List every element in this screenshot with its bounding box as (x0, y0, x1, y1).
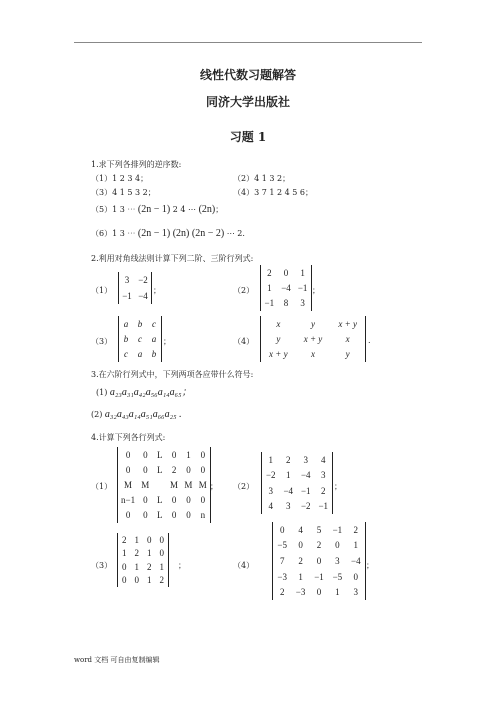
matrix-entry: 0 (147, 534, 152, 545)
q4-det-4 (272, 522, 366, 600)
q1-p6-a: （6）1 3 ⋯ (91, 229, 138, 238)
q2-label-3: （3） (91, 337, 113, 346)
q1-p6 (91, 229, 245, 239)
matrix-entry: 1 (268, 454, 273, 465)
matrix-entry: 0 (298, 540, 303, 551)
matrix-entry: 3 (300, 298, 305, 309)
matrix-entry: 0 (316, 587, 322, 598)
matrix-entry: 4 (268, 501, 273, 512)
matrix-entry: 0 (335, 540, 340, 551)
q4-det-1 (117, 447, 211, 523)
matrix-entry: 0 (143, 464, 148, 475)
matrix-entry: 0 (200, 449, 206, 460)
matrix-entry: 4 (298, 524, 303, 535)
matrix-entry: 2 (279, 587, 285, 598)
matrix-entry: −1 (314, 571, 324, 582)
matrix-entry: −1 (264, 298, 275, 309)
matrix-entry: −1 (332, 524, 343, 535)
q1-p6-c: (2n) (170, 228, 190, 239)
matrix-entry: x (345, 333, 350, 344)
q2-det-4 (260, 316, 366, 362)
matrix-entry: −4 (351, 555, 361, 566)
matrix-entry: −4 (281, 282, 291, 293)
matrix-entry: c (152, 318, 156, 329)
q2-label-2: （2） (233, 286, 255, 295)
matrix-entry: M (170, 479, 179, 490)
q1-stem: 1.求下列各排列的逆序数: (91, 160, 182, 169)
matrix-entry: −4 (283, 485, 294, 496)
matrix-entry: 0 (159, 548, 164, 559)
q4-sep-1: ； (210, 482, 218, 491)
matrix-entry: 0 (125, 449, 131, 460)
doc-title: 线性代数习题解答 (199, 68, 296, 82)
matrix-entry: 1 (186, 449, 191, 460)
matrix-entry: −4 (300, 470, 311, 481)
q1-p4: （4）3 7 1 2 4 5 6； (233, 188, 313, 197)
matrix-entry: −5 (277, 540, 287, 551)
q1-p1: （1）1 2 3 4； (91, 174, 149, 183)
q1-p2: （2）4 1 3 2； (233, 174, 291, 183)
matrix-entry: y (310, 318, 315, 329)
section-title: 习题 1 (229, 130, 267, 144)
matrix-entry: 1 (147, 548, 152, 559)
matrix-entry: −2 (138, 275, 148, 285)
matrix-entry: 0 (125, 464, 131, 475)
matrix-entry: b (151, 349, 157, 360)
matrix-entry: 1 (286, 470, 291, 481)
q2-det-2 (260, 265, 312, 311)
header-rule (74, 42, 422, 43)
q2-sep-1: ； (153, 286, 161, 295)
matrix-entry: −2 (300, 501, 311, 512)
matrix-entry: 2 (267, 267, 272, 278)
matrix-entry: −1 (297, 282, 308, 293)
matrix-entry: 0 (171, 510, 177, 521)
matrix-entry: 0 (122, 575, 127, 586)
matrix-entry: 2 (134, 548, 139, 559)
q4-det-3 (117, 533, 169, 587)
matrix-entry: c (124, 349, 128, 360)
matrix-entry: 3 (303, 454, 308, 465)
matrix-entry: 3 (321, 470, 326, 481)
q1-p6-b: (2n − 1) (137, 228, 171, 239)
matrix-entry: 1 (159, 561, 164, 572)
matrix-entry: 1 (298, 571, 303, 582)
q2-label-1: （1） (91, 286, 113, 295)
q3-term-2-expr: a₃₂a₄₃a₁₄a₅₁a₆₆a₂₅ . (104, 409, 182, 420)
matrix-entry: 0 (200, 464, 206, 475)
matrix-entry: 0 (159, 534, 164, 545)
matrix-entry: M (198, 479, 207, 490)
q2-det-1 (118, 272, 152, 304)
matrix-entry: 0 (171, 449, 177, 460)
matrix-entry: 2 (316, 540, 322, 551)
matrix-entry: n (200, 510, 206, 521)
matrix-entry: 0 (186, 510, 191, 521)
matrix-entry: 0 (122, 561, 127, 572)
matrix-entry: x + y (338, 318, 357, 329)
q4-label-1: （1） (91, 482, 113, 491)
matrix-entry: 0 (143, 449, 148, 460)
matrix-entry: a (137, 349, 143, 360)
matrix-entry: −4 (138, 291, 148, 301)
matrix-entry: M (184, 479, 193, 490)
matrix-entry: 1 (134, 561, 139, 572)
matrix-entry: 2 (321, 485, 326, 496)
matrix-entry: x (276, 318, 281, 329)
q4-label-2: （2） (233, 482, 255, 491)
matrix-entry: b (137, 318, 143, 329)
matrix-entry: −1 (300, 485, 311, 496)
matrix-entry: M (124, 479, 133, 490)
matrix-entry: 0 (186, 464, 191, 475)
doc-publisher: 同济大学出版社 (205, 95, 290, 109)
matrix-entry: b (123, 333, 129, 344)
matrix-entry: 0 (279, 524, 285, 535)
q1-p5 (91, 205, 223, 215)
matrix-entry: 3 (353, 587, 359, 598)
matrix-entry: 2 (353, 524, 359, 535)
matrix-entry: 3 (286, 501, 291, 512)
matrix-entry: 1 (134, 534, 139, 545)
matrix-entry: 2 (286, 454, 291, 465)
matrix-entry: x + y (269, 349, 288, 360)
q1-p5-d: (2n) (198, 204, 216, 215)
q4-sep-3: ； (178, 561, 186, 570)
matrix-entry: 1 (300, 267, 305, 278)
matrix-entry: 0 (134, 575, 139, 586)
matrix-entry: L (156, 510, 163, 521)
matrix-entry: L (156, 449, 163, 460)
matrix-entry: c (138, 333, 142, 344)
q1-p5-c: 2 4 ⋯ (170, 205, 199, 214)
matrix-entry: −3 (277, 571, 287, 582)
q2-sep-2: ； (312, 286, 320, 295)
matrix-entry: 2 (147, 561, 152, 572)
matrix-entry: −1 (318, 501, 329, 512)
matrix-entry: x + y (303, 333, 323, 344)
q4-sep-4: ； (366, 561, 374, 570)
q2-stem: 2.利用对角线法则计算下列二阶、三阶行列式: (91, 254, 254, 263)
matrix-entry: 1 (147, 575, 152, 586)
q1-p6-d: (2n − 2) (189, 228, 225, 239)
matrix-entry: 2 (122, 534, 127, 545)
q1-p5-b: (2n − 1) (137, 204, 171, 215)
q3-stem: 3.在六阶行列式中，下列两项各应带什么符号: (91, 370, 254, 379)
matrix-entry: 3 (335, 555, 340, 566)
page-footer: word 文档 可自由复制编辑 (74, 656, 160, 664)
matrix-entry: 0 (186, 495, 191, 506)
q2-det-3 (118, 316, 162, 362)
matrix-entry: M (141, 479, 150, 490)
q4-stem: 4.计算下列各行列式: (91, 433, 166, 442)
q1-p6-e: ⋯ 2. (224, 229, 245, 238)
matrix-entry: 0 (353, 571, 359, 582)
matrix-entry: 3 (124, 275, 130, 285)
matrix-entry: −3 (295, 587, 306, 598)
q3-term-1-label: (1) (96, 388, 108, 397)
matrix-entry: a (151, 333, 157, 344)
matrix-entry: −1 (122, 291, 132, 301)
matrix-entry: L (156, 495, 163, 506)
matrix-entry: 7 (279, 555, 285, 566)
matrix-entry: 0 (316, 555, 322, 566)
matrix-entry: y (276, 333, 281, 344)
matrix-entry: 0 (171, 495, 177, 506)
q4-det-2 (261, 452, 333, 514)
matrix-entry: y (345, 349, 350, 360)
q2-end-4: . (368, 336, 371, 345)
matrix-entry: 0 (143, 510, 148, 521)
matrix-entry: 2 (159, 575, 164, 586)
matrix-entry: 0 (143, 495, 148, 506)
matrix-entry: n−1 (121, 495, 136, 506)
q3-term-2-label: (2) (91, 410, 103, 419)
matrix-entry: 5 (316, 524, 322, 535)
q4-label-3: （3） (91, 561, 113, 570)
matrix-entry: 0 (125, 510, 131, 521)
matrix-entry: 1 (353, 540, 359, 551)
q1-p3: （3）4 1 5 3 2； (91, 188, 156, 197)
matrix-entry: 3 (268, 485, 273, 496)
q1-p5-e: ； (215, 205, 224, 214)
matrix-entry: 4 (321, 454, 326, 465)
matrix-entry: 2 (171, 464, 177, 475)
q3-term-1-expr: a₂₃a₃₁a₄₂a₅₆a₁₄a₆₅； (109, 387, 192, 398)
matrix-entry: 8 (283, 298, 289, 309)
q1-p5-a: （5）1 3 ⋯ (91, 205, 138, 214)
q3-term-1 (96, 388, 192, 398)
matrix-entry: 2 (298, 555, 303, 566)
matrix-entry: −5 (332, 571, 343, 582)
q2-sep-3: ； (163, 337, 171, 346)
matrix-entry: a (123, 318, 129, 329)
matrix-entry: 1 (267, 282, 272, 293)
matrix-entry: L (156, 464, 163, 475)
q4-sep-2: ； (334, 482, 342, 491)
q2-label-4: （4） (233, 337, 255, 346)
q3-term-2 (91, 410, 182, 420)
matrix-entry: 0 (283, 267, 289, 278)
matrix-entry: 1 (335, 587, 340, 598)
matrix-entry: 0 (200, 495, 206, 506)
matrix-entry: x (310, 349, 315, 360)
q4-label-4: （4） (233, 561, 255, 570)
matrix-entry: 1 (122, 548, 127, 559)
matrix-entry: −2 (265, 470, 276, 481)
